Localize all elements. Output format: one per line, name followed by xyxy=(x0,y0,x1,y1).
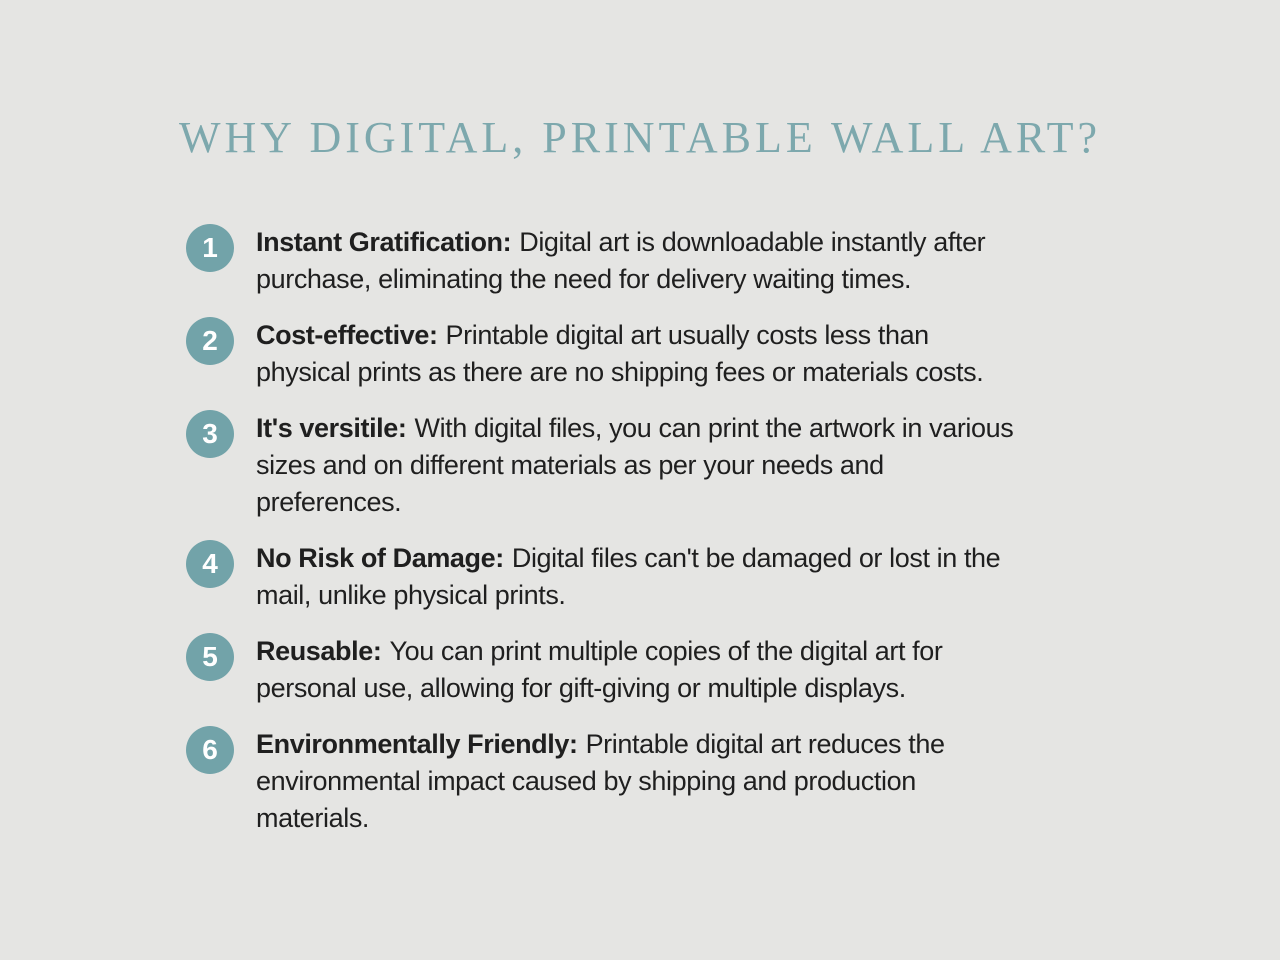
item-line: physical prints as there are no shipping fees or materials costs. xyxy=(256,357,984,387)
list-item xyxy=(186,410,1196,521)
item-first-line xyxy=(256,317,983,354)
item-number-badge xyxy=(186,726,234,774)
item-text xyxy=(256,633,942,707)
item-line: materials. xyxy=(256,803,370,833)
item-lead-label: It's versitile: xyxy=(256,413,407,443)
item-first-line xyxy=(256,410,1013,447)
item-line: personal use, allowing for gift-giving or multiple displays. xyxy=(256,673,906,703)
item-lead-label: Environmentally Friendly: xyxy=(256,729,578,759)
item-description: With digital files, you can print the artwork in various xyxy=(414,413,1014,443)
item-lead-label: No Risk of Damage: xyxy=(256,543,504,573)
item-lead-label: Reusable: xyxy=(256,636,382,666)
item-description: Digital art is downloadable instantly after xyxy=(519,227,986,257)
item-description: Printable digital art reduces the xyxy=(585,729,945,759)
item-number-badge xyxy=(186,317,234,365)
item-number-badge xyxy=(186,224,234,272)
item-line: mail, unlike physical prints. xyxy=(256,580,566,610)
item-line: environmental impact caused by shipping and production xyxy=(256,766,916,796)
item-number-badge xyxy=(186,410,234,458)
item-number: 3 xyxy=(202,418,218,449)
item-line: purchase, eliminating the need for delivery waiting times. xyxy=(256,264,912,294)
page-title: WHY DIGITAL, PRINTABLE WALL ART? xyxy=(179,113,1101,162)
item-first-line xyxy=(256,726,945,763)
item-line: preferences. xyxy=(256,487,402,517)
item-description: Printable digital art usually costs less than xyxy=(445,320,929,350)
list-item xyxy=(186,633,1196,707)
item-number-badge xyxy=(186,540,234,588)
item-description: Digital files can't be damaged or lost in the xyxy=(511,543,1001,573)
benefits-list xyxy=(186,224,1196,856)
item-number-badge xyxy=(186,633,234,681)
item-text xyxy=(256,726,945,837)
item-text xyxy=(256,540,1000,614)
list-item xyxy=(186,317,1196,391)
list-item xyxy=(186,540,1196,614)
list-item xyxy=(186,224,1196,298)
item-text xyxy=(256,317,983,391)
item-lead-label: Instant Gratification: xyxy=(256,227,512,257)
item-description: You can print multiple copies of the digital art for xyxy=(389,636,943,666)
item-number: 5 xyxy=(202,641,218,672)
item-text xyxy=(256,224,985,298)
item-number: 1 xyxy=(202,232,218,263)
list-item xyxy=(186,726,1196,837)
item-first-line xyxy=(256,633,942,670)
item-first-line xyxy=(256,540,1000,577)
item-text xyxy=(256,410,1013,521)
item-number: 6 xyxy=(202,734,218,765)
item-lead-label: Cost-effective: xyxy=(256,320,438,350)
item-first-line xyxy=(256,224,985,261)
item-number: 2 xyxy=(202,325,218,356)
item-line: sizes and on different materials as per your needs and xyxy=(256,450,884,480)
item-number: 4 xyxy=(202,548,218,579)
